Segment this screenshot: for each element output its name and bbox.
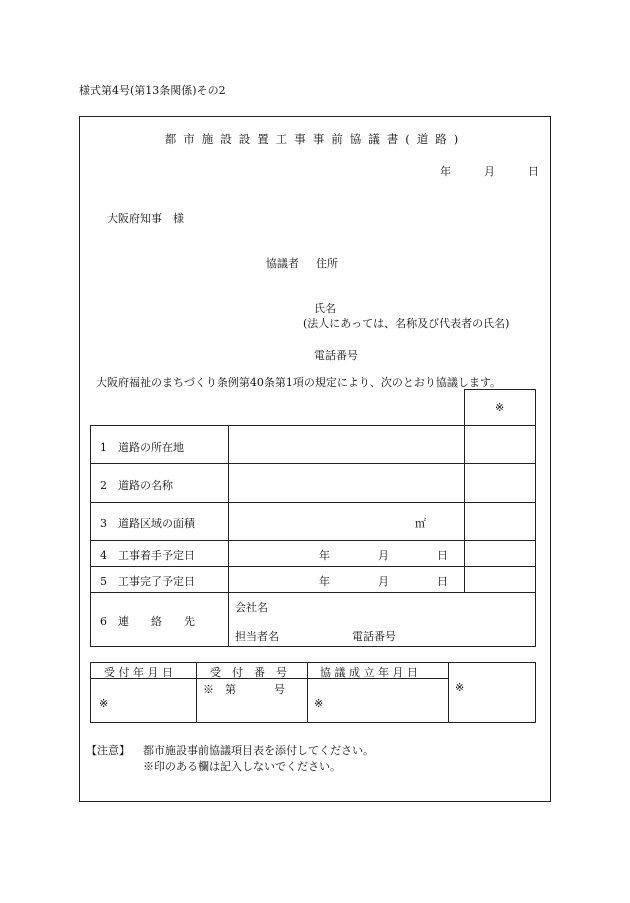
date-month: 月 xyxy=(484,165,495,178)
date-year: 年 xyxy=(440,165,451,178)
notes-line-1: 都市施設事前協議項目表を添付してください。 xyxy=(143,744,374,757)
end-month: 月 xyxy=(378,575,389,588)
reception-number-prefix: ※ 第 xyxy=(203,683,236,696)
row-end-date-label: 5 工事完了予定日 xyxy=(100,575,195,588)
reception-date-header: 受 付 年 月 日 xyxy=(104,666,173,679)
end-day: 日 xyxy=(437,575,448,588)
agreement-date-header: 協 議 成 立 年 月 日 xyxy=(320,666,418,679)
name-label: 氏名 xyxy=(314,302,336,315)
row-road-area-label: 3 道路区域の面積 xyxy=(100,517,195,530)
notes-label: 【注意】 xyxy=(86,744,130,757)
company-name-label: 会社名 xyxy=(235,601,268,614)
agreement-date-mark: ※ xyxy=(314,697,324,710)
phone-label: 電話番号 xyxy=(314,349,358,362)
form-number-label: 様式第4号(第13条関係)その2 xyxy=(79,84,226,97)
end-year: 年 xyxy=(319,575,330,588)
reception-date-mark: ※ xyxy=(99,697,109,710)
area-unit: ㎡ xyxy=(415,517,426,530)
notes-line-2: ※印のある欄は記入しないでください。 xyxy=(143,760,341,773)
start-month: 月 xyxy=(378,549,389,562)
row-contact-label: 6 連 絡 先 xyxy=(100,615,195,628)
start-year: 年 xyxy=(319,549,330,562)
intro-text: 大阪府福祉のまちづくり条例第40条第1項の規定により、次のとおり協議します。 xyxy=(96,376,502,389)
reception-number-header: 受 付 番 号 xyxy=(210,666,287,679)
addressee: 大阪府知事 様 xyxy=(107,212,184,225)
name-note: (法人にあっては、名称及び代表者の氏名) xyxy=(303,317,510,330)
reception-number-suffix: 号 xyxy=(274,683,285,696)
address-label: 住所 xyxy=(316,257,338,270)
start-day: 日 xyxy=(437,549,448,562)
applicant-label: 協議者 xyxy=(266,257,299,270)
date-day: 日 xyxy=(528,165,539,178)
applicant-address-row xyxy=(266,255,338,271)
submission-date xyxy=(440,163,539,179)
row-start-date-label: 4 工事着手予定日 xyxy=(100,549,195,562)
reception-extra-mark: ※ xyxy=(455,681,465,694)
contact-phone-label: 電話番号 xyxy=(352,630,396,643)
form-title: 都市施設設置工事事前協議書(道路) xyxy=(164,132,466,146)
row-road-name-label: 2 道路の名称 xyxy=(100,479,173,492)
row-road-location-label: 1 道路の所在地 xyxy=(100,441,184,454)
office-use-mark: ※ xyxy=(495,401,505,414)
person-in-charge-label: 担当者名 xyxy=(235,630,279,643)
